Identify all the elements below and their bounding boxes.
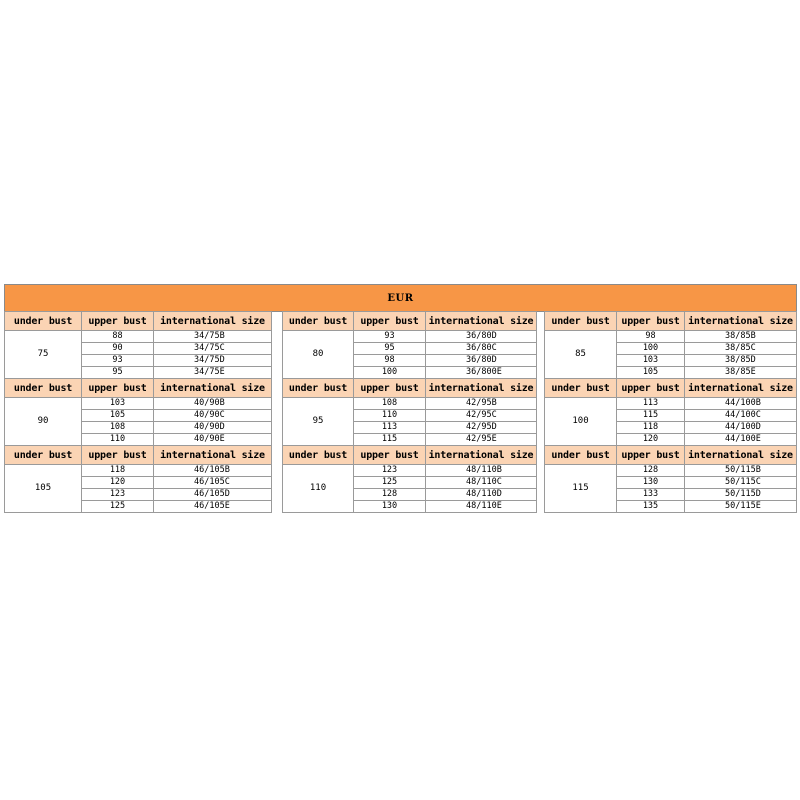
under-bust-value: 80 [283, 331, 354, 379]
international-size-value: 38/85B [685, 331, 797, 343]
header-international-size: international size [426, 446, 537, 465]
header-international-size: international size [154, 446, 272, 465]
international-size-value: 44/100C [685, 410, 797, 422]
international-size-value: 46/105C [154, 477, 272, 489]
table-row [545, 331, 797, 343]
table-row [545, 465, 797, 477]
header-international-size: international size [426, 312, 537, 331]
header-under-bust: under bust [283, 446, 354, 465]
upper-bust-value: 123 [354, 465, 426, 477]
header-row [5, 446, 272, 465]
size-chart [4, 284, 797, 518]
size-block-100 [544, 378, 797, 446]
header-international-size: international size [426, 379, 537, 398]
international-size-value: 42/95C [426, 410, 537, 422]
upper-bust-value: 120 [82, 477, 154, 489]
international-size-value: 36/800E [426, 367, 537, 379]
international-size-value: 42/95D [426, 422, 537, 434]
upper-bust-value: 115 [354, 434, 426, 446]
header-international-size: international size [685, 446, 797, 465]
upper-bust-value: 93 [354, 331, 426, 343]
header-upper-bust: upper bust [617, 379, 685, 398]
header-under-bust: under bust [5, 379, 82, 398]
upper-bust-value: 88 [82, 331, 154, 343]
international-size-value: 48/110D [426, 489, 537, 501]
table-row [283, 465, 537, 477]
upper-bust-value: 105 [82, 410, 154, 422]
upper-bust-value: 123 [82, 489, 154, 501]
under-bust-value: 115 [545, 465, 617, 513]
upper-bust-value: 113 [617, 398, 685, 410]
chart-title: EUR [387, 292, 414, 304]
international-size-value: 42/95B [426, 398, 537, 410]
upper-bust-value: 113 [354, 422, 426, 434]
size-block-115 [544, 445, 797, 513]
upper-bust-value: 90 [82, 343, 154, 355]
header-row [545, 379, 797, 398]
header-upper-bust: upper bust [354, 379, 426, 398]
upper-bust-value: 135 [617, 501, 685, 513]
international-size-value: 50/115B [685, 465, 797, 477]
international-size-value: 36/80D [426, 331, 537, 343]
upper-bust-value: 133 [617, 489, 685, 501]
table-row [5, 398, 272, 410]
international-size-value: 34/75D [154, 355, 272, 367]
international-size-value: 34/75B [154, 331, 272, 343]
header-under-bust: under bust [283, 312, 354, 331]
header-under-bust: under bust [5, 312, 82, 331]
under-bust-value: 75 [5, 331, 82, 379]
international-size-value: 42/95E [426, 434, 537, 446]
upper-bust-value: 105 [617, 367, 685, 379]
international-size-value: 50/115E [685, 501, 797, 513]
header-row [283, 312, 537, 331]
upper-bust-value: 95 [354, 343, 426, 355]
international-size-value: 44/100D [685, 422, 797, 434]
international-size-value: 44/100B [685, 398, 797, 410]
table-row [5, 465, 272, 477]
table-row [283, 398, 537, 410]
upper-bust-value: 130 [617, 477, 685, 489]
upper-bust-value: 98 [354, 355, 426, 367]
upper-bust-value: 110 [354, 410, 426, 422]
international-size-value: 44/100E [685, 434, 797, 446]
header-upper-bust: upper bust [617, 446, 685, 465]
size-block-105 [4, 445, 272, 513]
header-row [545, 312, 797, 331]
size-block-95 [282, 378, 537, 446]
upper-bust-value: 100 [354, 367, 426, 379]
header-upper-bust: upper bust [354, 312, 426, 331]
header-row [283, 379, 537, 398]
under-bust-value: 90 [5, 398, 82, 446]
header-upper-bust: upper bust [82, 312, 154, 331]
upper-bust-value: 125 [82, 501, 154, 513]
table-row [283, 331, 537, 343]
header-international-size: international size [154, 312, 272, 331]
upper-bust-value: 95 [82, 367, 154, 379]
upper-bust-value: 128 [354, 489, 426, 501]
under-bust-value: 100 [545, 398, 617, 446]
international-size-value: 48/110B [426, 465, 537, 477]
header-row [5, 379, 272, 398]
international-size-value: 50/115C [685, 477, 797, 489]
upper-bust-value: 128 [617, 465, 685, 477]
under-bust-value: 85 [545, 331, 617, 379]
international-size-value: 46/105B [154, 465, 272, 477]
international-size-value: 40/90C [154, 410, 272, 422]
size-block-85 [544, 311, 797, 379]
international-size-value: 36/80D [426, 355, 537, 367]
upper-bust-value: 108 [354, 398, 426, 410]
upper-bust-value: 125 [354, 477, 426, 489]
international-size-value: 40/90D [154, 422, 272, 434]
header-international-size: international size [685, 312, 797, 331]
size-block-110 [282, 445, 537, 513]
header-row [5, 312, 272, 331]
size-block-90 [4, 378, 272, 446]
table-row [5, 331, 272, 343]
under-bust-value: 95 [283, 398, 354, 446]
header-under-bust: under bust [283, 379, 354, 398]
size-block-80 [282, 311, 537, 379]
header-upper-bust: upper bust [82, 446, 154, 465]
international-size-value: 38/85C [685, 343, 797, 355]
international-size-value: 48/110C [426, 477, 537, 489]
international-size-value: 38/85E [685, 367, 797, 379]
upper-bust-value: 118 [617, 422, 685, 434]
upper-bust-value: 115 [617, 410, 685, 422]
international-size-value: 34/75E [154, 367, 272, 379]
header-international-size: international size [154, 379, 272, 398]
upper-bust-value: 103 [82, 398, 154, 410]
international-size-value: 40/90B [154, 398, 272, 410]
chart-title-bar [4, 284, 797, 312]
international-size-value: 36/80C [426, 343, 537, 355]
header-upper-bust: upper bust [82, 379, 154, 398]
header-international-size: international size [685, 379, 797, 398]
international-size-value: 34/75C [154, 343, 272, 355]
international-size-value: 50/115D [685, 489, 797, 501]
header-under-bust: under bust [545, 446, 617, 465]
header-under-bust: under bust [545, 312, 617, 331]
upper-bust-value: 108 [82, 422, 154, 434]
upper-bust-value: 103 [617, 355, 685, 367]
upper-bust-value: 120 [617, 434, 685, 446]
upper-bust-value: 100 [617, 343, 685, 355]
international-size-value: 38/85D [685, 355, 797, 367]
international-size-value: 46/105D [154, 489, 272, 501]
upper-bust-value: 93 [82, 355, 154, 367]
header-row [545, 446, 797, 465]
header-row [283, 446, 537, 465]
size-block-75 [4, 311, 272, 379]
upper-bust-value: 118 [82, 465, 154, 477]
header-under-bust: under bust [545, 379, 617, 398]
international-size-value: 40/90E [154, 434, 272, 446]
upper-bust-value: 98 [617, 331, 685, 343]
international-size-value: 46/105E [154, 501, 272, 513]
under-bust-value: 110 [283, 465, 354, 513]
header-under-bust: under bust [5, 446, 82, 465]
international-size-value: 48/110E [426, 501, 537, 513]
header-upper-bust: upper bust [617, 312, 685, 331]
header-upper-bust: upper bust [354, 446, 426, 465]
upper-bust-value: 130 [354, 501, 426, 513]
table-row [545, 398, 797, 410]
upper-bust-value: 110 [82, 434, 154, 446]
under-bust-value: 105 [5, 465, 82, 513]
